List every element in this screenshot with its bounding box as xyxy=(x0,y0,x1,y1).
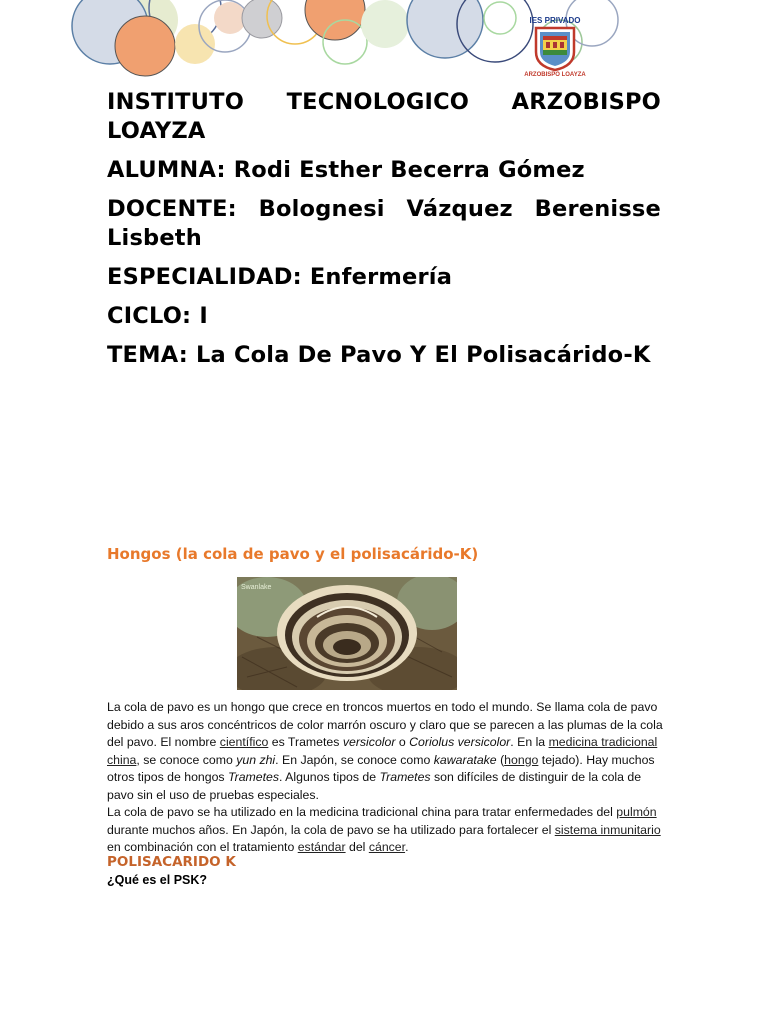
topic-line xyxy=(107,341,661,370)
link-medicina-tradicional-china[interactable]: medicina tradicional china xyxy=(107,735,658,767)
section-title: Hongos (la cola de pavo y el polisacárido-K) xyxy=(107,545,479,563)
link-sistema-inmunitario[interactable]: sistema inmunitario xyxy=(554,822,661,837)
logo-top-text: IES PRIVADO xyxy=(529,16,581,25)
student-line xyxy=(107,156,661,185)
decorative-circles-banner xyxy=(0,0,768,90)
link-hongo[interactable]: hongo xyxy=(504,752,539,767)
paragraph-uses: La cola de pavo se ha utilizado en la medicina tradicional china para tratar enfermedades del pulmón durante muchos años. En Japón, la cola de pavo se ha utilizado para fortalecer el sistema inmunitario en combinación con el tratamiento estándar del cáncer. xyxy=(107,805,661,854)
student-label: ALUMNA: xyxy=(107,157,226,183)
link-estandar[interactable]: estándar xyxy=(297,840,346,854)
institute-name xyxy=(107,88,661,146)
teacher-line xyxy=(107,195,661,253)
subhead-polisacarido: POLISACARIDO K xyxy=(107,854,236,870)
logo-bottom-text: ARZOBISPO LOAYZA xyxy=(524,72,586,78)
specialty-label: ESPECIALIDAD: xyxy=(107,264,302,290)
link-cientifico[interactable]: científico xyxy=(219,735,269,749)
decor-circle xyxy=(115,16,175,76)
specialty-value: Enfermería xyxy=(309,264,453,290)
decor-circle xyxy=(242,0,282,38)
decor-circle xyxy=(214,2,246,34)
cycle-value: I xyxy=(199,303,208,329)
link-cancer[interactable]: cáncer xyxy=(368,840,406,854)
specialty-line xyxy=(107,263,661,292)
link-pulmon[interactable]: pulmón xyxy=(616,805,657,819)
shield-icon xyxy=(534,26,576,72)
teacher-label: DOCENTE: xyxy=(107,196,237,222)
institute-label: INSTITUTO TECNOLOGICO ARZOBISPO LOAYZA xyxy=(107,89,661,144)
mushroom-illustration xyxy=(237,577,457,690)
decor-circle xyxy=(361,0,409,48)
question-psk: ¿Qué es el PSK? xyxy=(107,873,208,887)
cycle-label: CICLO: xyxy=(107,303,192,329)
topic-value: La Cola De Pavo Y El Polisacárido-K xyxy=(195,342,651,368)
cover-header xyxy=(107,88,661,380)
decor-circle xyxy=(305,0,365,40)
decor-circle xyxy=(407,0,483,58)
student-name: Rodi Esther Becerra Gómez xyxy=(233,157,585,183)
turkey-tail-photo xyxy=(237,577,457,690)
decor-circle xyxy=(175,24,215,64)
institute-logo xyxy=(512,6,598,86)
article-body xyxy=(107,699,663,857)
topic-label: TEMA: xyxy=(107,342,188,368)
photo-watermark: Swanlake xyxy=(241,584,272,591)
teacher-name: Bolognesi Vázquez Berenisse Lisbeth xyxy=(107,196,661,251)
paragraph-description: La cola de pavo es un hongo que crece en troncos muertos en todo el mundo. Se llama cola de pavo debido a sus aros concéntricos de color marrón oscuro y claro que se parecen a las plumas de la cola del pavo. El nombre científico es Trametes versicolor o Coriolus versicolor. En la medicina tradicional china, se conoce como yun zhi. En Japón, se conoce como kawaratake (hongo tejado). Hay muchos otros tipos de hongos Trametes. Algunos tipos de Trametes son difíciles de distinguir de la cola de pavo sin el uso de pruebas especiales. xyxy=(107,700,663,802)
cycle-line xyxy=(107,302,661,331)
